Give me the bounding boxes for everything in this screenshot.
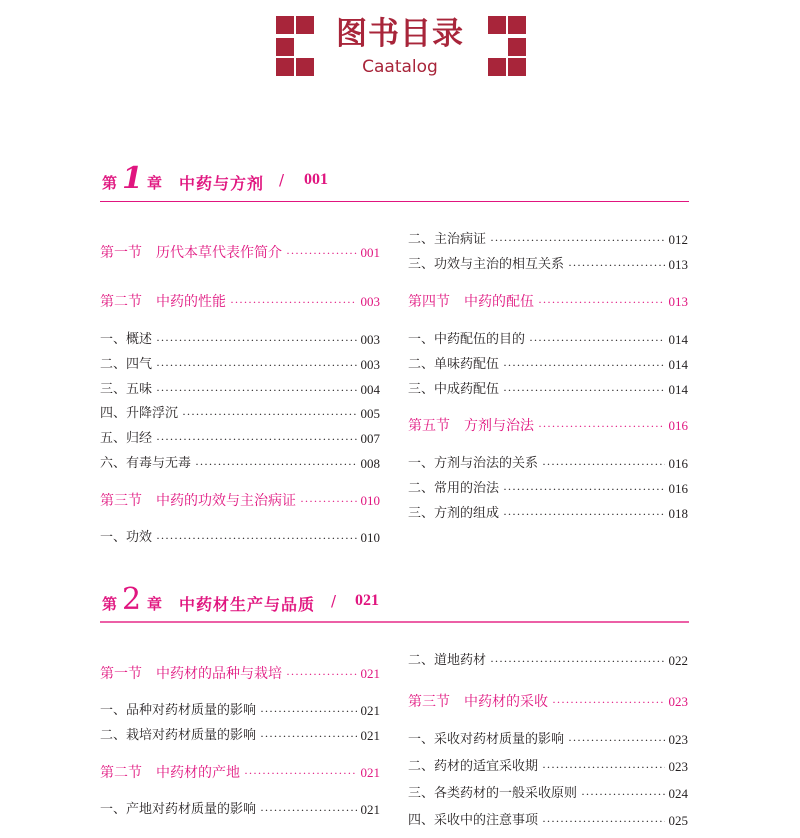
toc-item[interactable] xyxy=(100,404,380,424)
toc-section[interactable] xyxy=(100,491,380,511)
toc-page: 023 xyxy=(668,694,688,709)
leader-dots xyxy=(542,757,664,777)
toc-page: 021 xyxy=(360,765,380,780)
toc-label: 二、四气 xyxy=(100,357,153,372)
toc-page: 021 xyxy=(360,802,380,817)
toc-item[interactable] xyxy=(100,726,380,746)
toc-item[interactable] xyxy=(100,800,380,820)
toc-page: 014 xyxy=(668,357,688,372)
chapter-title: 中药材生产与品质 xyxy=(179,595,316,614)
leader-dots xyxy=(156,528,356,548)
leader-dots xyxy=(286,664,357,684)
leader-dots xyxy=(260,800,356,820)
leader-dots xyxy=(182,404,356,424)
toc-item[interactable] xyxy=(408,504,688,524)
toc-label: 第一节 历代本草代表作简介 xyxy=(100,245,282,261)
leader-dots xyxy=(156,429,356,449)
leader-dots xyxy=(490,651,664,671)
toc-label: 四、升降浮沉 xyxy=(100,406,179,421)
toc-label: 六、有毒与无毒 xyxy=(100,456,192,471)
leader-dots xyxy=(542,454,664,474)
chapter-suffix: 章 xyxy=(147,174,163,192)
toc-label: 一、品种对药材质量的影响 xyxy=(100,703,257,718)
leader-dots xyxy=(503,355,664,375)
toc-label: 第二节 中药材的产地 xyxy=(100,765,240,781)
page-subtitle: Caatalog xyxy=(362,57,438,77)
leader-dots xyxy=(568,730,664,750)
toc-page: 004 xyxy=(360,382,380,397)
toc-label: 第三节 中药的功效与主治病证 xyxy=(100,493,296,509)
toc-page: 018 xyxy=(668,506,688,521)
toc-label: 三、中成药配伍 xyxy=(408,382,500,397)
toc-section[interactable] xyxy=(100,763,380,783)
toc-item[interactable] xyxy=(100,380,380,400)
leader-dots xyxy=(156,330,356,350)
toc-label: 一、概述 xyxy=(100,332,153,347)
toc-section[interactable] xyxy=(408,292,688,312)
toc-label: 二、主治病证 xyxy=(408,232,487,247)
toc-section[interactable] xyxy=(100,664,380,684)
toc-item[interactable] xyxy=(408,811,688,831)
toc-label: 一、采收对药材质量的影响 xyxy=(408,732,565,747)
toc-label: 第三节 中药材的采收 xyxy=(408,694,548,710)
leader-dots xyxy=(490,230,664,250)
toc-item[interactable] xyxy=(408,230,688,250)
toc-page: 013 xyxy=(668,294,688,309)
toc-page: 021 xyxy=(360,703,380,718)
toc-page: 021 xyxy=(360,666,380,681)
toc-label: 一、中药配伍的目的 xyxy=(408,332,526,347)
toc-section[interactable] xyxy=(408,692,688,712)
toc-page: 003 xyxy=(360,294,380,309)
toc-page: 010 xyxy=(360,530,380,545)
toc-item[interactable] xyxy=(408,757,688,777)
toc-item[interactable] xyxy=(408,651,688,671)
chapter-prefix: 第 xyxy=(102,174,118,192)
leader-dots xyxy=(552,692,665,712)
page-title: 图书目录 xyxy=(336,16,464,52)
toc-item[interactable] xyxy=(408,355,688,375)
toc-item[interactable] xyxy=(100,429,380,449)
toc-label: 第五节 方剂与治法 xyxy=(408,418,534,434)
leader-dots xyxy=(538,292,665,312)
leader-dots xyxy=(230,292,357,312)
toc-label: 三、五味 xyxy=(100,382,153,397)
toc-label: 一、方剂与治法的关系 xyxy=(408,456,539,471)
leader-dots xyxy=(538,416,665,436)
chapter-page: 001 xyxy=(304,171,328,188)
toc-page: 003 xyxy=(360,332,380,347)
chapter-suffix: 章 xyxy=(147,595,163,613)
toc-label: 二、常用的治法 xyxy=(408,481,500,496)
leader-dots xyxy=(542,811,664,831)
leader-dots xyxy=(581,784,664,804)
chapter-divider xyxy=(100,621,689,623)
chapter-title: 中药与方剂 xyxy=(179,174,265,193)
chapter-slash: / xyxy=(331,592,337,610)
toc-page: 010 xyxy=(360,493,380,508)
leader-dots xyxy=(195,454,356,474)
toc-item[interactable] xyxy=(408,380,688,400)
toc-item[interactable] xyxy=(408,479,688,499)
toc-label: 三、各类药材的一般采收原则 xyxy=(408,786,578,801)
toc-page: 014 xyxy=(668,332,688,347)
toc-section[interactable] xyxy=(408,416,688,436)
toc-label: 二、单味药配伍 xyxy=(408,357,500,372)
toc-page: 014 xyxy=(668,382,688,397)
toc-page: 021 xyxy=(360,728,380,743)
chapter-slash: / xyxy=(279,171,285,189)
toc-page: 003 xyxy=(360,357,380,372)
leader-dots xyxy=(568,255,664,275)
toc-page: 016 xyxy=(668,418,688,433)
toc-section[interactable] xyxy=(100,292,380,312)
toc-item[interactable] xyxy=(100,355,380,375)
chapter-1-heading[interactable] xyxy=(100,160,689,200)
toc-page: 023 xyxy=(668,732,688,747)
leader-dots xyxy=(503,380,664,400)
toc-page: 013 xyxy=(668,257,688,272)
toc-label: 第一节 中药材的品种与栽培 xyxy=(100,666,282,682)
toc-page: 025 xyxy=(668,813,688,828)
toc-label: 三、功效与主治的相互关系 xyxy=(408,257,565,272)
chapter-page: 021 xyxy=(355,592,379,609)
chapter-prefix: 第 xyxy=(102,595,118,613)
toc-label: 第二节 中药的性能 xyxy=(100,294,226,310)
leader-dots xyxy=(300,491,357,511)
catalog-header xyxy=(0,0,800,90)
toc-item[interactable] xyxy=(408,730,688,750)
toc-page: 001 xyxy=(360,245,380,260)
grid-bracket-left-icon xyxy=(276,16,326,78)
leader-dots xyxy=(503,504,664,524)
chapter-divider xyxy=(100,201,689,202)
toc-label: 三、方剂的组成 xyxy=(408,506,500,521)
leader-dots xyxy=(286,243,357,263)
toc-item[interactable] xyxy=(408,330,688,350)
toc-item[interactable] xyxy=(408,454,688,474)
toc-page: 007 xyxy=(360,431,380,446)
leader-dots xyxy=(156,380,356,400)
chapter-number: 2 xyxy=(122,582,142,617)
toc-item[interactable] xyxy=(100,701,380,721)
toc-page: 023 xyxy=(668,759,688,774)
toc-label: 一、功效 xyxy=(100,530,153,545)
toc-page: 008 xyxy=(360,456,380,471)
toc-item[interactable] xyxy=(408,255,688,275)
leader-dots xyxy=(529,330,664,350)
toc-item[interactable] xyxy=(100,454,380,474)
grid-bracket-right-icon xyxy=(488,16,538,78)
toc-item[interactable] xyxy=(100,528,380,548)
leader-dots xyxy=(244,763,357,783)
leader-dots xyxy=(156,355,356,375)
toc-page: 016 xyxy=(668,481,688,496)
toc-item[interactable] xyxy=(100,330,380,350)
toc-page: 016 xyxy=(668,456,688,471)
toc-label: 二、栽培对药材质量的影响 xyxy=(100,728,257,743)
toc-label: 四、采收中的注意事项 xyxy=(408,813,539,828)
toc-page: 012 xyxy=(668,232,688,247)
toc-section[interactable] xyxy=(100,243,380,263)
toc-page: 024 xyxy=(668,786,688,801)
leader-dots xyxy=(260,701,356,721)
toc-label: 五、归经 xyxy=(100,431,153,446)
chapter-number: 1 xyxy=(122,161,143,196)
toc-item[interactable] xyxy=(408,784,688,804)
leader-dots xyxy=(503,479,664,499)
toc-label: 第四节 中药的配伍 xyxy=(408,294,534,310)
toc-label: 一、产地对药材质量的影响 xyxy=(100,802,257,817)
chapter-2-heading[interactable] xyxy=(100,581,689,621)
toc-page: 005 xyxy=(360,406,380,421)
leader-dots xyxy=(260,726,356,746)
toc-label: 二、药材的适宜采收期 xyxy=(408,759,539,774)
toc-page: 022 xyxy=(668,653,688,668)
toc-label: 二、道地药材 xyxy=(408,653,487,668)
